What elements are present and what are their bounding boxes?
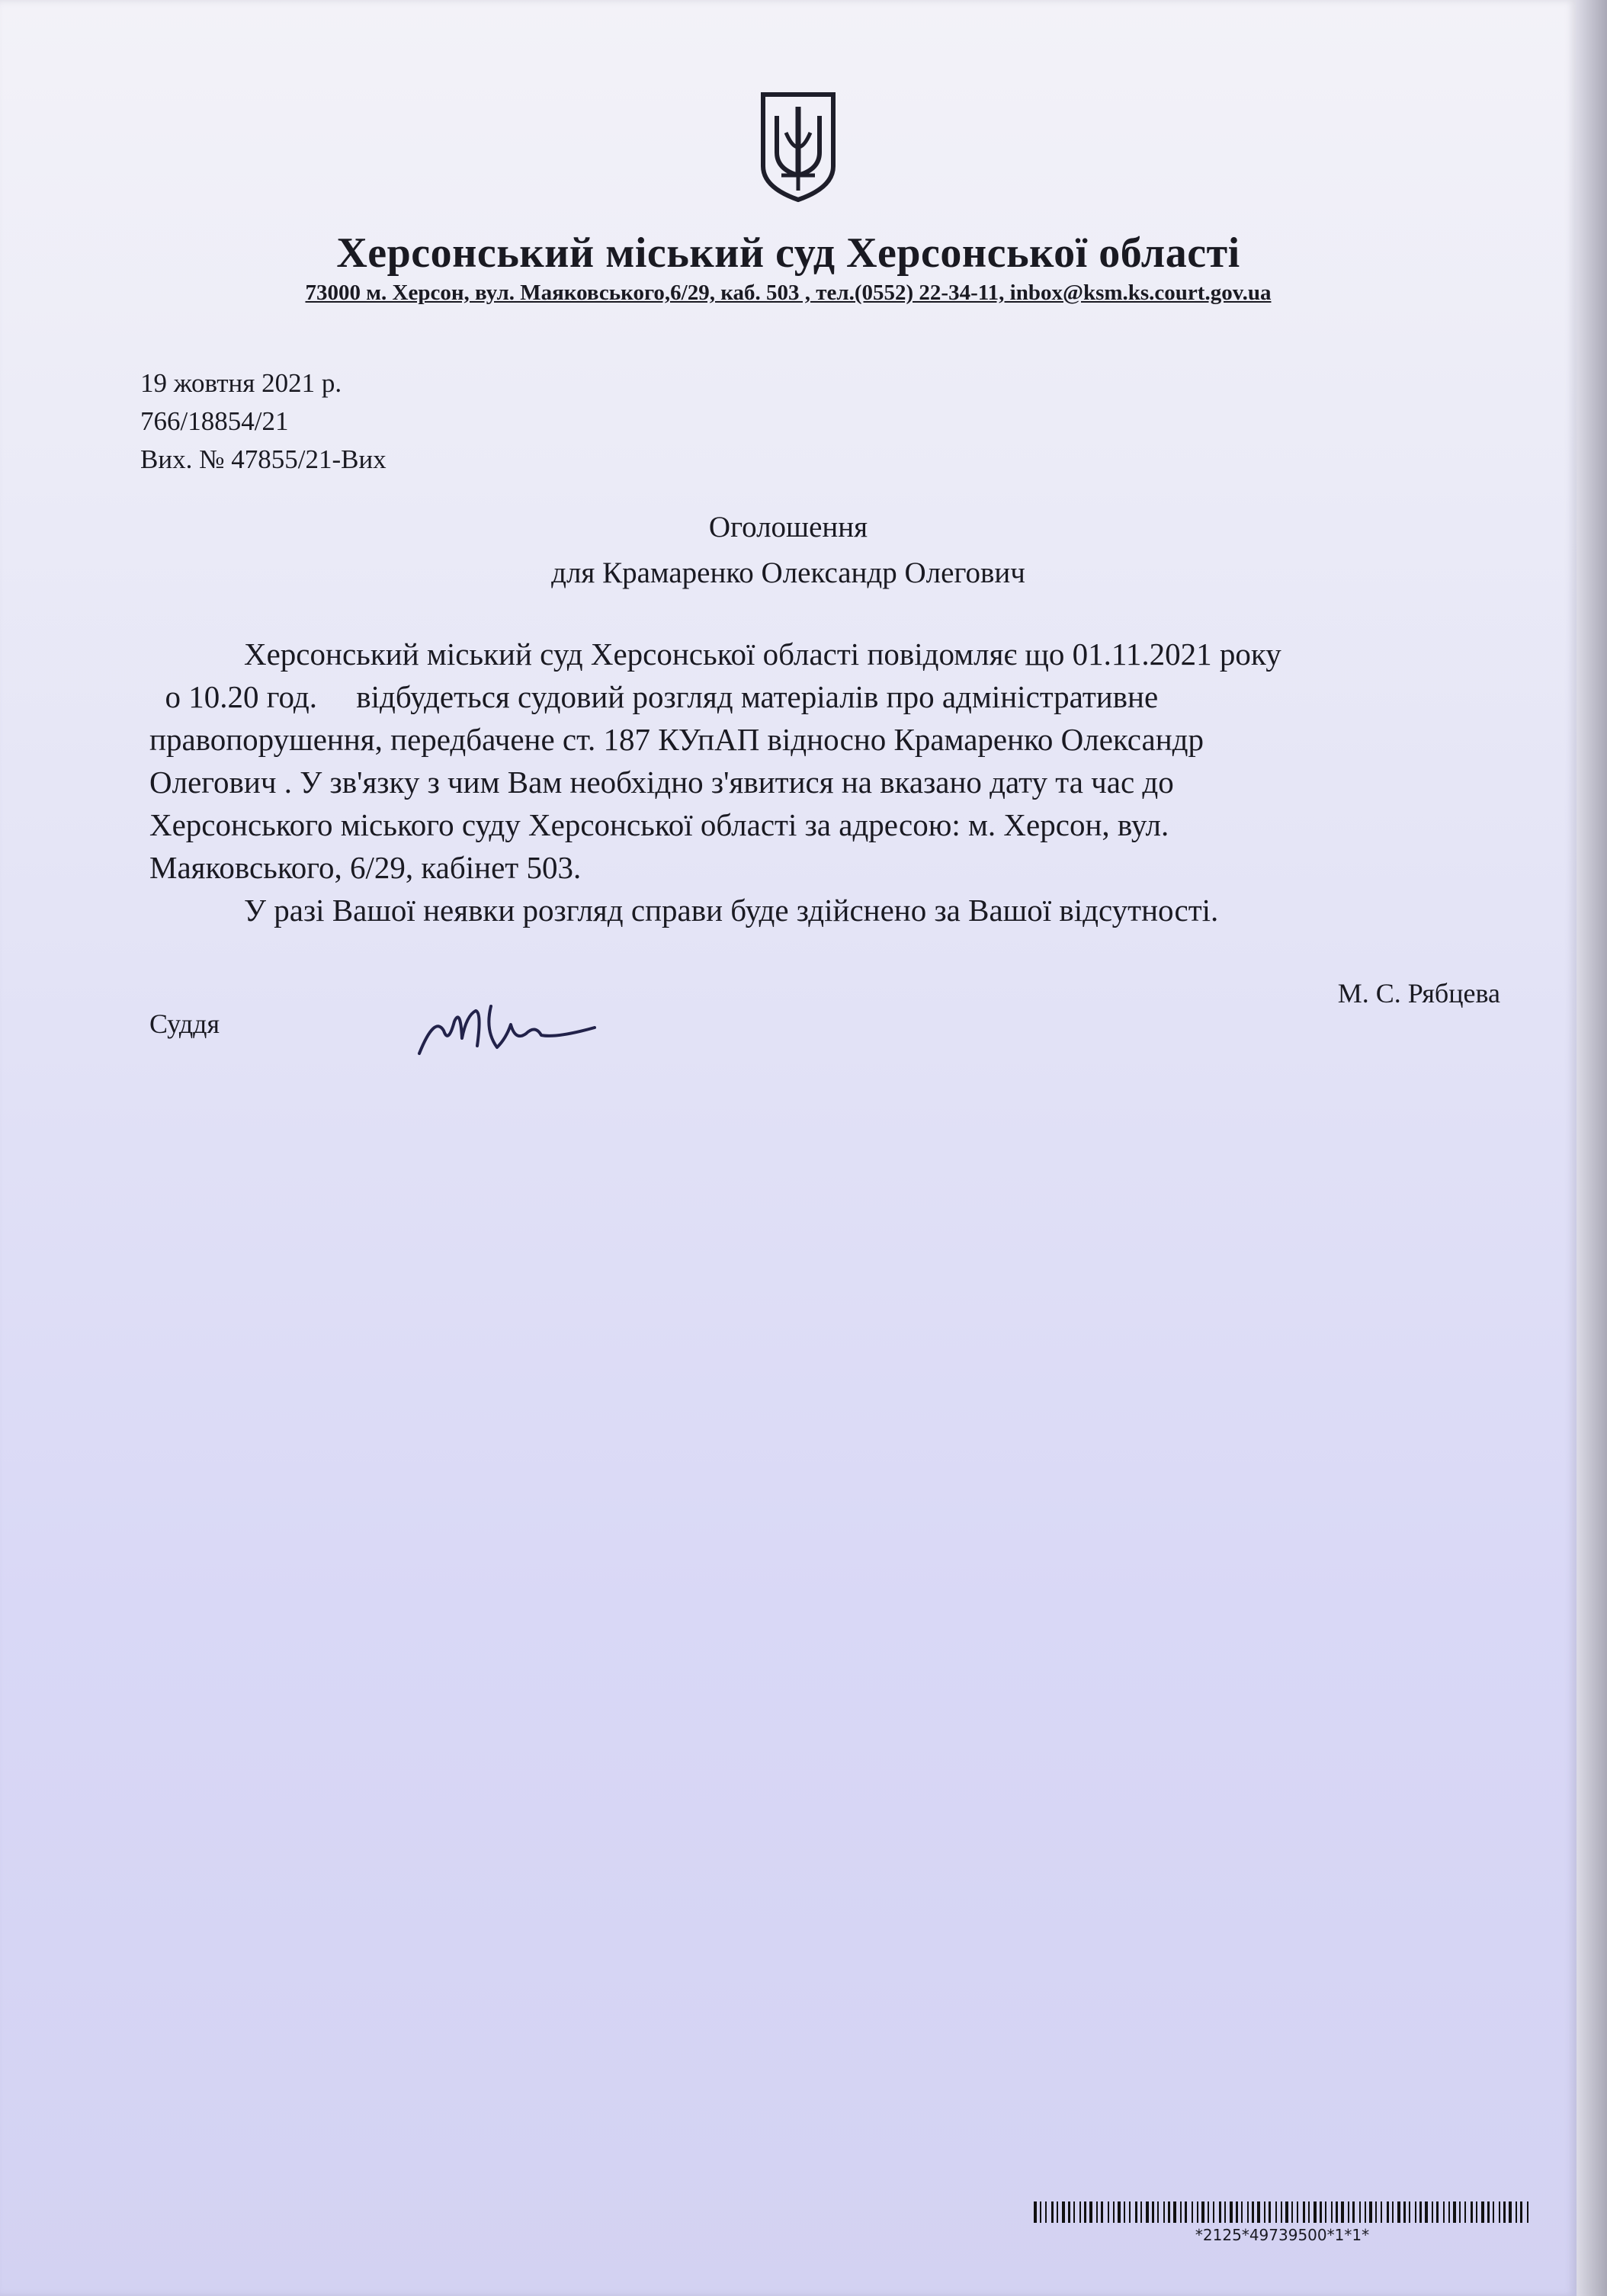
barcode-bar — [1503, 2201, 1506, 2223]
barcode-bar — [1101, 2201, 1103, 2223]
barcode-bar — [1096, 2201, 1098, 2223]
barcode-bar — [1281, 2201, 1282, 2223]
barcode-bar — [1173, 2201, 1176, 2223]
body-line — [149, 675, 1476, 718]
judge-label: Суддя — [149, 1009, 220, 1039]
barcode-bar — [1118, 2201, 1121, 2223]
coat-of-arms-icon — [759, 90, 838, 203]
barcode-bar — [1040, 2201, 1041, 2223]
page-edge — [1577, 0, 1607, 2296]
barcode-bar — [1208, 2201, 1209, 2223]
barcode-bar — [1146, 2201, 1149, 2223]
case-number: 766/18854/21 — [140, 406, 289, 436]
barcode-bar — [1325, 2201, 1326, 2223]
court-name: Херсонський міський суд Херсонської області — [336, 229, 1240, 277]
barcode-bar — [1481, 2201, 1484, 2223]
barcode-bar — [1432, 2201, 1433, 2223]
barcode-bar — [1084, 2201, 1086, 2223]
barcode-bar — [1089, 2201, 1092, 2223]
barcode-bar — [1341, 2201, 1344, 2223]
barcode-bar — [1192, 2201, 1193, 2223]
barcode-bar — [1129, 2201, 1131, 2223]
barcode-bar — [1516, 2201, 1517, 2223]
notice-body — [149, 633, 1476, 932]
barcode-bar — [1230, 2201, 1233, 2223]
barcode-bar — [1163, 2201, 1165, 2223]
barcode-bar — [1236, 2201, 1238, 2223]
barcode-text: *2125*49739500*1*1* — [1195, 2226, 1370, 2244]
body-line: Маяковського, 6/29, кабінет 503. — [149, 850, 582, 885]
barcode-bar — [1527, 2201, 1528, 2223]
barcode-bar — [1336, 2201, 1338, 2223]
barcode-bar — [1297, 2201, 1298, 2223]
barcode — [1034, 2201, 1531, 2223]
barcode-bar — [1124, 2201, 1125, 2223]
notice-recipient: для Крамаренко Олександр Олегович — [551, 556, 1025, 589]
barcode-bar — [1079, 2201, 1081, 2223]
barcode-bar — [1252, 2201, 1254, 2223]
barcode-bar — [1375, 2201, 1377, 2223]
barcode-bar — [1201, 2201, 1204, 2223]
barcode-bar — [1453, 2201, 1456, 2223]
notice-title: Оголошення — [708, 511, 868, 544]
barcode-bar — [1073, 2201, 1075, 2223]
barcode-bar — [1034, 2201, 1037, 2223]
barcode-bar — [1135, 2201, 1137, 2223]
barcode-bar — [1359, 2201, 1361, 2223]
barcode-bar — [1387, 2201, 1389, 2223]
barcode-bar — [1051, 2201, 1054, 2223]
barcode-bar — [1308, 2201, 1310, 2223]
barcode-bar — [1443, 2201, 1445, 2223]
barcode-bar — [1403, 2201, 1406, 2223]
barcode-bar — [1436, 2201, 1439, 2223]
barcode-bar — [1185, 2201, 1187, 2223]
handwritten-signature — [412, 985, 602, 1069]
barcode-bar — [1219, 2201, 1221, 2223]
court-address: 73000 м. Херсон, вул. Маяковського,6/29, каб. 503 , тел.(0552) 22-34-11, inbox@ksm.ks.court.gov.ua — [305, 281, 1272, 305]
barcode-bar — [1419, 2201, 1422, 2223]
barcode-bar — [1365, 2201, 1366, 2223]
barcode-bar — [1257, 2201, 1260, 2223]
barcode-bar — [1108, 2201, 1109, 2223]
barcode-bar — [1331, 2201, 1333, 2223]
barcode-bar — [1397, 2201, 1400, 2223]
barcode-bar — [1140, 2201, 1142, 2223]
barcode-bar — [1320, 2201, 1322, 2223]
barcode-bar — [1476, 2201, 1477, 2223]
barcode-bar — [1224, 2201, 1226, 2223]
barcode-bar — [1493, 2201, 1494, 2223]
barcode-bar — [1392, 2201, 1394, 2223]
document-meta — [140, 364, 387, 479]
barcode-bar — [1381, 2201, 1382, 2223]
notice-heading — [0, 505, 1577, 596]
barcode-bar — [1314, 2201, 1317, 2223]
body-line: Херсонський міський суд Херсонської області повідомляє що 01.11.2021 року — [244, 637, 1281, 672]
document-date: 19 жовтня 2021 р. — [140, 368, 342, 398]
judge-name: М. С. Рябцева — [1337, 978, 1500, 1009]
body-line: Олегович . У зв'язку з чим Вам необхідно з'явитися на вказано дату та час до — [149, 765, 1174, 800]
barcode-bar — [1409, 2201, 1410, 2223]
barcode-bar — [1275, 2201, 1277, 2223]
body-line: правопорушення, передбачене ст. 187 КУпАП відносно Крамаренко Олександр — [149, 722, 1204, 757]
barcode-bar — [1471, 2201, 1473, 2223]
barcode-bar — [1113, 2201, 1115, 2223]
barcode-bar — [1369, 2201, 1372, 2223]
barcode-bar — [1062, 2201, 1065, 2223]
barcode-bar — [1241, 2201, 1243, 2223]
barcode-bar — [1197, 2201, 1198, 2223]
barcode-bar — [1285, 2201, 1288, 2223]
barcode-bar — [1487, 2201, 1490, 2223]
barcode-bar — [1499, 2201, 1500, 2223]
barcode-bar — [1269, 2201, 1271, 2223]
barcode-bar — [1045, 2201, 1047, 2223]
barcode-bar — [1157, 2201, 1159, 2223]
barcode-bar — [1180, 2201, 1182, 2223]
barcode-bar — [1448, 2201, 1450, 2223]
barcode-bar — [1068, 2201, 1070, 2223]
body-line-continuation: відбудеться судовий розгляд матеріалів про адміністративне — [356, 679, 1159, 714]
barcode-bar — [1425, 2201, 1428, 2223]
barcode-bar — [1152, 2201, 1154, 2223]
barcode-bar — [1509, 2201, 1512, 2223]
body-line: Херсонського міського суду Херсонської області за адресою: м. Херсон, вул. — [149, 807, 1169, 842]
closing-line: У разі Вашої неявки розгляд справи буде здійснено за Вашої відсутності. — [244, 893, 1219, 928]
barcode-bar — [1352, 2201, 1355, 2223]
barcode-bar — [1459, 2201, 1461, 2223]
barcode-bar — [1291, 2201, 1293, 2223]
barcode-bar — [1264, 2201, 1265, 2223]
barcode-bar — [1415, 2201, 1416, 2223]
outgoing-number: Вих. № 47855/21-Вих — [140, 444, 387, 474]
barcode-bar — [1520, 2201, 1522, 2223]
barcode-bar — [1057, 2201, 1058, 2223]
barcode-bar — [1348, 2201, 1349, 2223]
barcode-bar — [1303, 2201, 1305, 2223]
barcode-bar — [1464, 2201, 1466, 2223]
barcode-bar — [1213, 2201, 1214, 2223]
hearing-time: о 10.20 год. — [165, 679, 317, 714]
barcode-bar — [1168, 2201, 1170, 2223]
barcode-bar — [1247, 2201, 1249, 2223]
